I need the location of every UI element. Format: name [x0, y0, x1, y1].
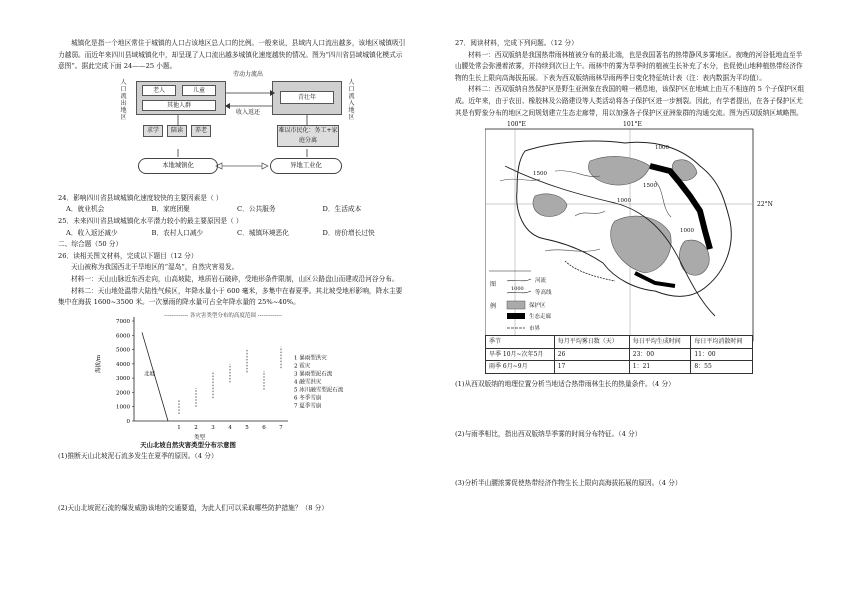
legend-entry: 7 夏季雪崩: [294, 403, 322, 410]
y-tick-label: 1000: [116, 404, 130, 411]
children-box: 儿童: [182, 85, 216, 96]
section-heading: 二、综合题（50 分）: [58, 240, 123, 249]
table-cell: 1：21: [629, 361, 691, 374]
legend-river: 河流: [535, 278, 547, 285]
labor-flow-label: 劳动力流出: [232, 70, 263, 78]
question-25: 25．未来四川省县域城镇化水平潜力较小的最主要原因是（ ）: [58, 216, 243, 225]
x-tick-label: 5: [245, 424, 249, 431]
legend-border: 市界: [529, 326, 541, 333]
legend-contour: 等高线: [535, 290, 552, 297]
x-axis-label: 类型: [194, 434, 206, 441]
table-cell: 8：55: [691, 361, 753, 374]
q24-option-c: C．公共服务: [237, 205, 276, 214]
question-27-1: (1)从西双版纳的地理位置分析当地适合热带雨林生长的热量条件。（4 分）: [455, 380, 675, 389]
table-header-cell: 每日平均消散时间: [691, 336, 753, 349]
q24-option-a: A．就业机会: [66, 205, 105, 214]
legend-title-2: 例: [490, 303, 497, 311]
table-header-row: [486, 336, 753, 349]
y-axis-label: 海拔/m: [96, 354, 102, 373]
fog-table: [485, 335, 753, 374]
x-tick-label: 7: [279, 424, 283, 431]
x-tick-label: 3: [211, 424, 215, 431]
slope-label: 北坡: [144, 371, 156, 378]
table-cell: 旱季 10月~次年5月: [486, 348, 555, 361]
q27-material-2: 材料二：西双版纳自然保护区是野生亚洲象在我国的唯一栖息地，该保护区在地域上由互不相连的 5 个子保护区组成。近年来，由于农田、橡胶林及公路建设等人类活动将各子保护区进一步割裂。因此，有学者提出，在各子保护区尤其是有野象分布的地区之间规划建立生态走廊带，用以加强各子保护区亚洲象群的沟通交流。图为西双版纳区域略图。: [455, 85, 805, 117]
q24-option-b: B．家庭团聚: [151, 205, 190, 214]
inflow-area-label: 人口流入地区: [348, 78, 355, 121]
y-tick-label: 5000: [116, 347, 130, 354]
table-cell: 23：00: [629, 348, 691, 361]
legend-entry: 4 融雪洪灾: [294, 379, 322, 386]
contour-1000-c: 1000: [680, 228, 694, 235]
table-row: [486, 348, 753, 361]
q25-option-d: D．房价增长过快: [322, 228, 375, 237]
lat-22-label: 22°N: [757, 201, 773, 209]
chart-title: ------------- 各灾害类型分布的高度范围 -------------: [164, 312, 282, 319]
income-return-label: 收入返还: [235, 108, 260, 116]
y-tick-label: 2000: [116, 390, 130, 397]
question-24-options: [58, 204, 408, 216]
pension-box: 养老: [191, 125, 211, 137]
contour-1000-b: 1000: [617, 198, 631, 205]
question-27-2: (2)与雨季相比，指出西双版纳旱季雾的时间分布特征。（4 分）: [455, 429, 642, 438]
lon-101-label: 101°E: [623, 121, 642, 129]
q25-option-b: B．农村人口减少: [151, 228, 204, 237]
question-26-1: (1)推断天山北坡泥石流多发生在夏季的原因。（4 分）: [58, 452, 218, 461]
urbanization-diagram: [58, 70, 408, 193]
chart-caption: 天山北坡自然灾害类型分布示意图: [140, 440, 236, 449]
table-header-cell: 每月平均雾日数（天）: [554, 336, 629, 349]
q24-option-d: D．生活成本: [322, 205, 362, 214]
legend-contour-number: 1000: [511, 286, 524, 293]
question-24: 24．影响四川省县域城镇化速度较快的主要因素是（ ）: [58, 193, 223, 202]
table-header-cell: 季节: [486, 336, 555, 349]
contour-1500-b: 1500: [643, 183, 657, 190]
diagram-arrows: [58, 70, 408, 193]
table-row: [486, 361, 753, 374]
school-box: 求学: [143, 125, 163, 137]
legend-entry: 6 冬季雪崩: [294, 395, 322, 402]
x-tick-label: 4: [228, 424, 232, 431]
q26-material-1: 材料一：天山山脉近东西走向，山高坡陡，地质岩石破碎，受地形条件限制，山区公路盘山而建或沿河谷分布。: [71, 274, 399, 283]
q26-intro: 天山被称为我国西北干旱地区的“湿岛”，自然灾害易发。: [71, 263, 239, 272]
legend-entry: 1 暴雨型洪灾: [294, 355, 327, 362]
table-header-cell: 每日平均生成时间: [629, 336, 691, 349]
remote-industry-oval: 异地工业化: [270, 158, 342, 174]
lon-100-label: 100°E: [507, 121, 526, 129]
question-27-3: (3)分析半山腰浓雾促使热带经济作物生长上限向高海拔拓展的原因。（4 分）: [455, 479, 682, 488]
y-tick-label: 7000: [116, 318, 130, 325]
legend-title-1: 图: [490, 281, 497, 289]
q26-material-2: 材料二：天山地处温带大陆性气候区，年降水量小于 600 毫米，多集中在春夏季。其北坡受地形影响，降水主要集中在海拔 1600~3500 米。一次暴雨的降水量可占全年降水量的 25%~40%。: [58, 286, 403, 307]
q25-option-a: A．收入返还减少: [66, 228, 118, 237]
outflow-area-label: 人口流出地区: [120, 78, 127, 121]
disaster-range-chart: [58, 309, 408, 444]
y-tick-label: 3000: [116, 375, 130, 382]
x-tick-label: 2: [194, 424, 198, 431]
y-tick-label: 0: [126, 418, 130, 425]
xishuangbanna-map: [485, 121, 785, 371]
left-column: [58, 38, 408, 515]
table-cell: 雨季 6月~9月: [486, 361, 555, 374]
intro-text: 城镇化是指一个地区常住于城镇的人口占该地区总人口的比例。一般来说，县域内人口流出越多，该地区城镇吸引力越弱。而近年来四川县域城镇化中，却呈现了人口流出越多城镇化速度越快的情况。图为“四川省县域城镇化模式示意图”。据此完成下面 24——25 小题。: [58, 39, 406, 71]
right-column: [455, 38, 805, 490]
elderly-box: 老人: [142, 85, 176, 96]
citizen-box: 难以市民化：务工+家庭分离: [277, 125, 339, 147]
question-26: 26．读相关图文材料，完成以下题目（12 分）: [58, 251, 198, 260]
x-tick-label: 6: [262, 424, 266, 431]
question-25-options: [58, 228, 408, 240]
question-27: 27．阅读材料，完成下列问题。（12 分）: [455, 39, 578, 47]
legend-reserve: 保护区: [529, 303, 546, 310]
local-urbanization-oval: 本地城镇化: [138, 158, 218, 174]
question-26-2: (2)天山北坡泥石流的爆发威胁该地的交通要道，为此人们可以采取哪些防护措施？（8 分）: [58, 503, 328, 512]
contour-1500-a: 1500: [533, 171, 547, 178]
legend-corridor: 生态走廊: [529, 314, 552, 321]
legend-entry: 2 雹灾: [294, 363, 311, 370]
disaster-chart-svg: [58, 309, 408, 444]
table-cell: 11：00: [691, 348, 753, 361]
table-cell: 26: [554, 348, 629, 361]
others-box: 其他人群: [142, 100, 216, 111]
young-box: 青壮年: [280, 91, 334, 104]
accompany-box: 陪读: [167, 125, 187, 137]
q27-material-1: 材料一：西双版纳是我国热带雨林植被分布的最北端，也是我国著名的热带静风多雾地区。夜晚的河谷低地直至半山腰处常会弥漫着浓雾，并持续到次日上午。雨林中的雾为旱季时的植被生长补充了水分，也促使山地种植热带经济作物的生长上限向高海拔拓展。下表为西双版纳雨林旱雨两季日变化特征统计表（注：表内数据为平均值）。: [455, 50, 803, 82]
y-tick-label: 4000: [116, 361, 130, 368]
q25-option-c: C．城镇环境恶化: [237, 228, 289, 237]
table-cell: 17: [554, 361, 629, 374]
x-tick-label: 1: [177, 424, 181, 431]
y-tick-label: 6000: [116, 333, 130, 340]
legend-entry: 5 冰川融雪型泥石流: [294, 387, 344, 394]
legend-entry: 3 暴雨型泥石流: [294, 371, 333, 378]
contour-1000-a: 1000: [655, 145, 669, 152]
